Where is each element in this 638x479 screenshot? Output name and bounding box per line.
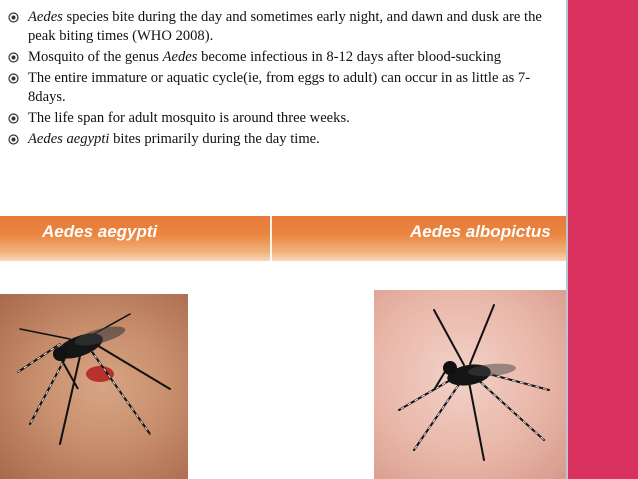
circled-dot-icon <box>8 12 19 23</box>
bullet-4-text: The life span for adult mosquito is around three weeks. <box>28 110 350 126</box>
circled-dot-icon <box>8 52 19 63</box>
bullet-item-5 <box>8 130 560 149</box>
bullet-item-4 <box>8 109 560 128</box>
bullet-5-text: bites primarily during the day time. <box>109 131 320 147</box>
banner-label-aegypti: Aedes aegypti <box>42 222 158 241</box>
aedes-albopictus-photo <box>374 290 566 479</box>
bullet-2-pre: Mosquito of the genus <box>28 49 163 65</box>
circled-dot-icon <box>8 113 19 124</box>
bullet-2-post: become infectious in 8-12 days after blood-sucking <box>197 49 502 65</box>
banner-label-albopictus: Aedes albopictus <box>410 222 551 241</box>
bullet-item-2 <box>8 48 560 67</box>
accent-side-bar <box>568 0 638 479</box>
bullet-5-italic-lead: Aedes aegypti <box>28 131 110 147</box>
bullet-item-1 <box>8 8 560 46</box>
bullet-1-italic-lead: Aedes <box>28 9 63 25</box>
bullet-list <box>8 8 560 151</box>
circled-dot-icon <box>8 134 19 145</box>
bullet-1-text: species bite during the day and sometimes early night, and dawn and dusk are the peak biting times (WHO 2008). <box>28 9 542 44</box>
bullet-3-text: The entire immature or aquatic cycle(ie, from eggs to adult) can occur in as little as 7-8days. <box>28 70 531 105</box>
bullet-item-3 <box>8 69 560 107</box>
bullet-2-italic: Aedes <box>162 49 198 65</box>
circled-dot-icon <box>8 73 19 84</box>
banner-divider <box>270 216 272 261</box>
species-banner <box>0 216 566 261</box>
aedes-aegypti-photo <box>0 294 188 479</box>
